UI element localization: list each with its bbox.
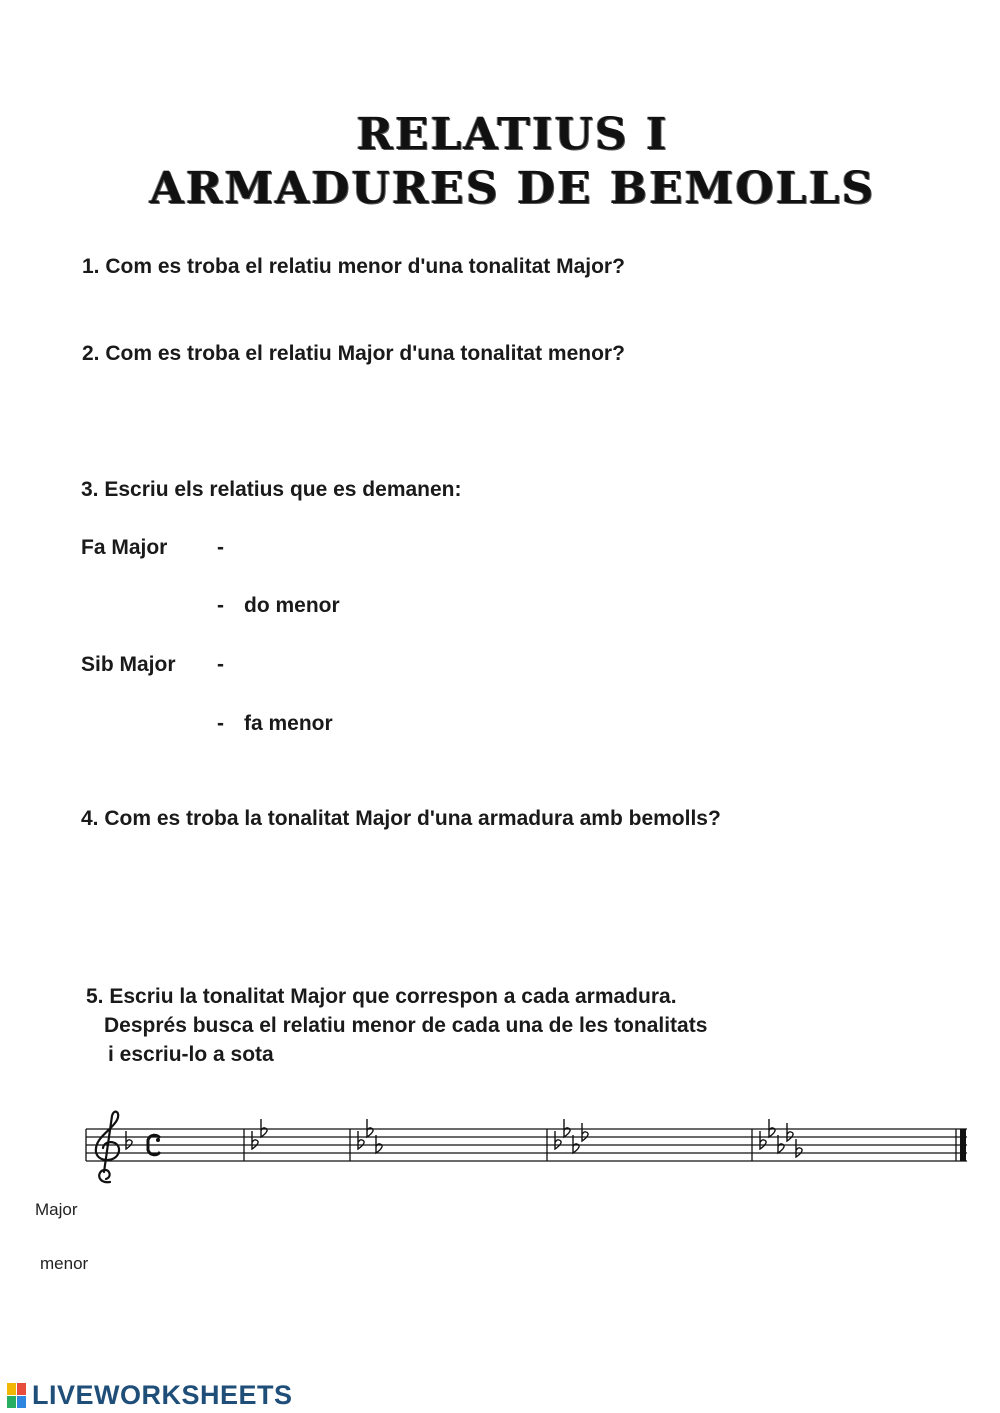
flat-icon [787,1123,793,1141]
flat-icon [358,1131,364,1149]
question-5-line-1: 5. Escriu la tonalitat Major que correspon a cada armadura. [86,985,677,1008]
time-signature-c-dot [156,1138,160,1142]
flat-icon [126,1131,132,1149]
flat-icon [252,1131,258,1149]
music-staff [0,1100,1000,1190]
relative-row-4-answer: fa menor [244,712,333,735]
relative-row-4-dash: - [217,712,224,735]
relative-row-1-dash: - [217,536,224,559]
relative-row-2-answer: do menor [244,594,340,617]
major-label: Major [35,1200,78,1219]
relative-row-3-left: Sib Major [81,653,176,676]
flat-icon [261,1119,267,1137]
question-4: 4. Com es troba la tonalitat Major d'una armadura amb bemolls? [81,807,721,830]
question-3: 3. Escriu els relatius que es demanen: [81,478,462,501]
final-barline-thick [960,1129,966,1161]
relative-row-3-dash: - [217,653,224,676]
relative-row-1-left: Fa Major [81,536,168,559]
treble-clef-icon [96,1112,119,1183]
flat-icon [778,1135,784,1153]
staff-lines [86,1129,967,1161]
flat-icon [564,1119,570,1137]
flat-icon [769,1119,775,1137]
relative-row-2-left[interactable] [81,594,201,620]
page-title [0,108,1000,216]
title-line-2: ARMADURES DE BEMOLLS [149,163,876,214]
relative-row-2-dash: - [217,594,224,617]
question-1: 1. Com es troba el relatiu menor d'una tonalitat Major? [82,255,625,278]
question-5-line-2: Després busca el relatiu menor de cada una de les tonalitats [104,1014,708,1037]
relative-row-3-answer[interactable] [244,653,404,679]
title-line-1: RELATIUS I [356,109,669,160]
question-2: 2. Com es troba el relatiu Major d'una tonalitat menor? [82,342,625,365]
flat-icon [555,1131,561,1149]
logo-mark-icon [6,1382,28,1410]
relative-row-4-left[interactable] [81,712,201,738]
relative-row-1-answer[interactable] [244,536,404,562]
flat-icon [760,1131,766,1149]
flat-icon [367,1119,373,1137]
flat-icon [376,1135,382,1153]
flat-icon [582,1123,588,1141]
flat-icon [796,1139,802,1157]
question-5-line-3: i escriu-lo a sota [108,1043,274,1066]
logo-text: LIVEWORKSHEETS [32,1380,293,1410]
flat-icon [573,1135,579,1153]
minor-label: menor [40,1254,89,1273]
